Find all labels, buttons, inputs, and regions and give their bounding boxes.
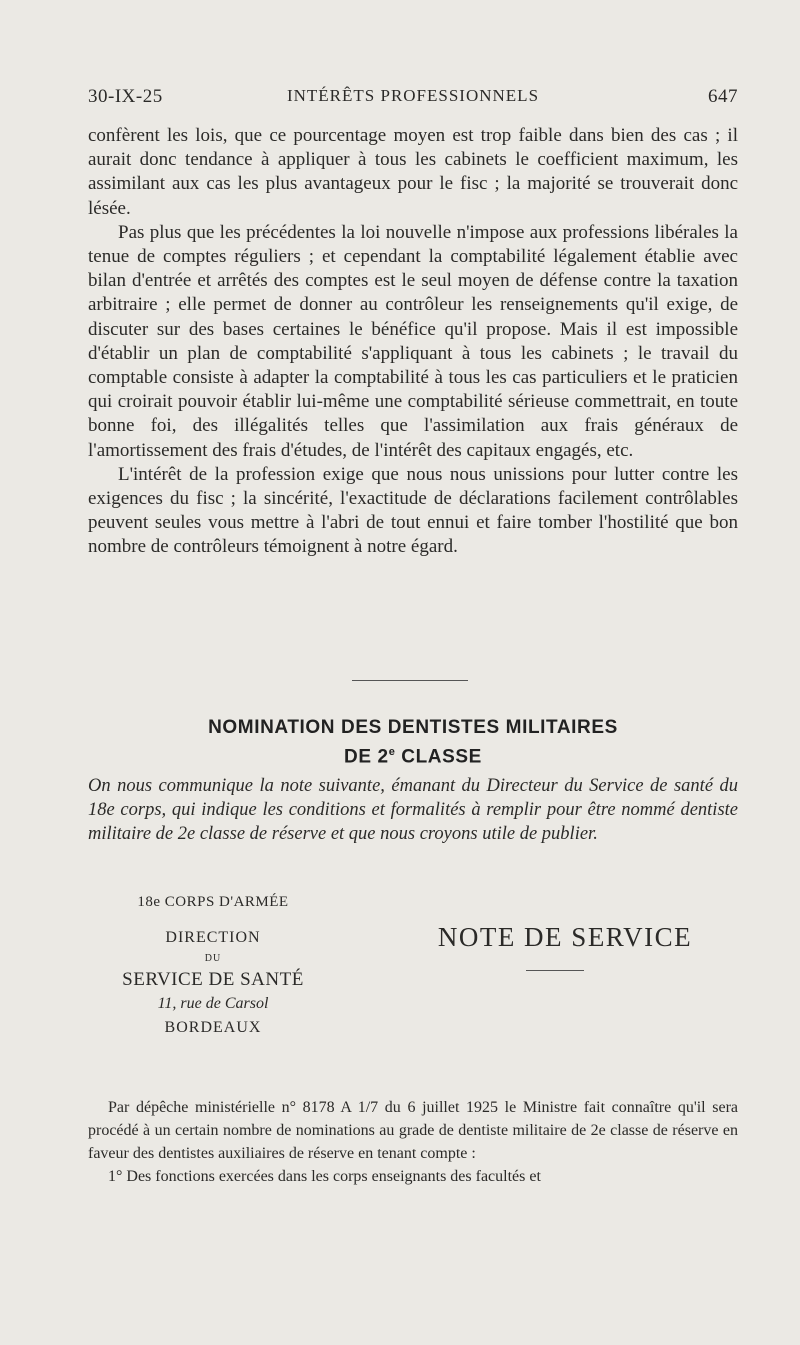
decree-paragraph-1: Par dépêche ministérielle n° 8178 A 1/7 du 6 juillet 1925 le Ministre fait connaître qu'il sera procédé à un certain nombre de nominations au grade de dentiste militaire de 2e classe de réserve en faveur des dentistes auxiliaires de réserve en tenant compte : (88, 1099, 738, 1162)
title-superscript: e (388, 746, 396, 758)
note-divider (526, 970, 584, 971)
memo-corps: 18e CORPS D'ARMÉE (137, 894, 289, 910)
article-body (88, 124, 738, 560)
section-intro: On nous communique la note suivante, émanant du Directeur du Service de santé du 18e corps, qui indique les conditions et formalités à remplir pour être nommé dentiste militaire de 2e classe de réserve et que nous croyons utile de publier. (88, 776, 738, 845)
section-title (88, 716, 738, 769)
title-suffix: CLASSE (395, 746, 482, 768)
paragraph-2: Pas plus que les précédentes la loi nouvelle n'impose aux professions libérales la tenue de comptes réguliers ; et cependant la comptabilité légalement établie avec bilan d'entrée et arrêtés des comptes est le seul moyen de défense contre la taxation arbitraire ; elle permet de donner au contrôleur les renseignements qu'il exige, de discuter sur des bases certaines le bénéfice qu'il propose. Mais il est impossible d'établir un plan de comptabilité s'appliquant à tous les cabinets ; le travail du comptable consiste à adapter la comptabilité à tous les cas particuliers et le praticien qui croirait pouvoir établir lui-même une comptabilité sérieuse commettrait, en toute bonne foi, des illégalités telles que l'assimilation aux frais généraux de l'amortissement des frais d'études, de l'intérêt des capitaux engagés, etc. (88, 221, 738, 461)
memo-direction: DIRECTION (165, 929, 261, 946)
memo-city: BORDEAUX (164, 1019, 262, 1036)
memo-du: DU (204, 953, 222, 964)
decree-paragraph-2: 1° Des fonctions exercées dans les corps enseignants des facultés et (108, 1168, 541, 1185)
note-title: NOTE DE SERVICE (437, 922, 693, 952)
section-title-line-1: NOMINATION DES DENTISTES MILITAIRES (208, 717, 618, 738)
running-title: INTÉRÊTS PROFESSIONNELS (286, 86, 540, 105)
section-divider (352, 680, 468, 681)
memo-letterhead (88, 890, 338, 1040)
paragraph-3: L'intérêt de la profession exige que nous nous unissions pour lutter contre les exigences du fisc ; la sincérité, l'exactitude de déclarations facilement contrôlables peuvent seules vous mettre à l'abri de tout ennui et faire tomber l'hostilité que bon nombre de contrôleurs témoignent à notre égard. (88, 463, 738, 558)
title-prefix: DE 2 (344, 746, 389, 768)
memo-service: SERVICE DE SANTÉ (122, 969, 304, 990)
section-title-line-2 (88, 740, 738, 769)
decree-text (88, 1096, 738, 1188)
memo-address: 11, rue de Carsol (157, 995, 269, 1012)
page-header (88, 86, 738, 116)
page-number: 647 (708, 86, 738, 107)
paragraph-1: confèrent les lois, que ce pourcentage moyen est trop faible dans bien des cas ; il aurait donc tendance à appliquer à tous les cabinets le coefficient maximum, les assimilant aux cas les plus avantageux pour le fisc ; la majorité se trouverait donc lésée. (88, 125, 738, 219)
header-date: 30-IX-25 (88, 86, 163, 107)
